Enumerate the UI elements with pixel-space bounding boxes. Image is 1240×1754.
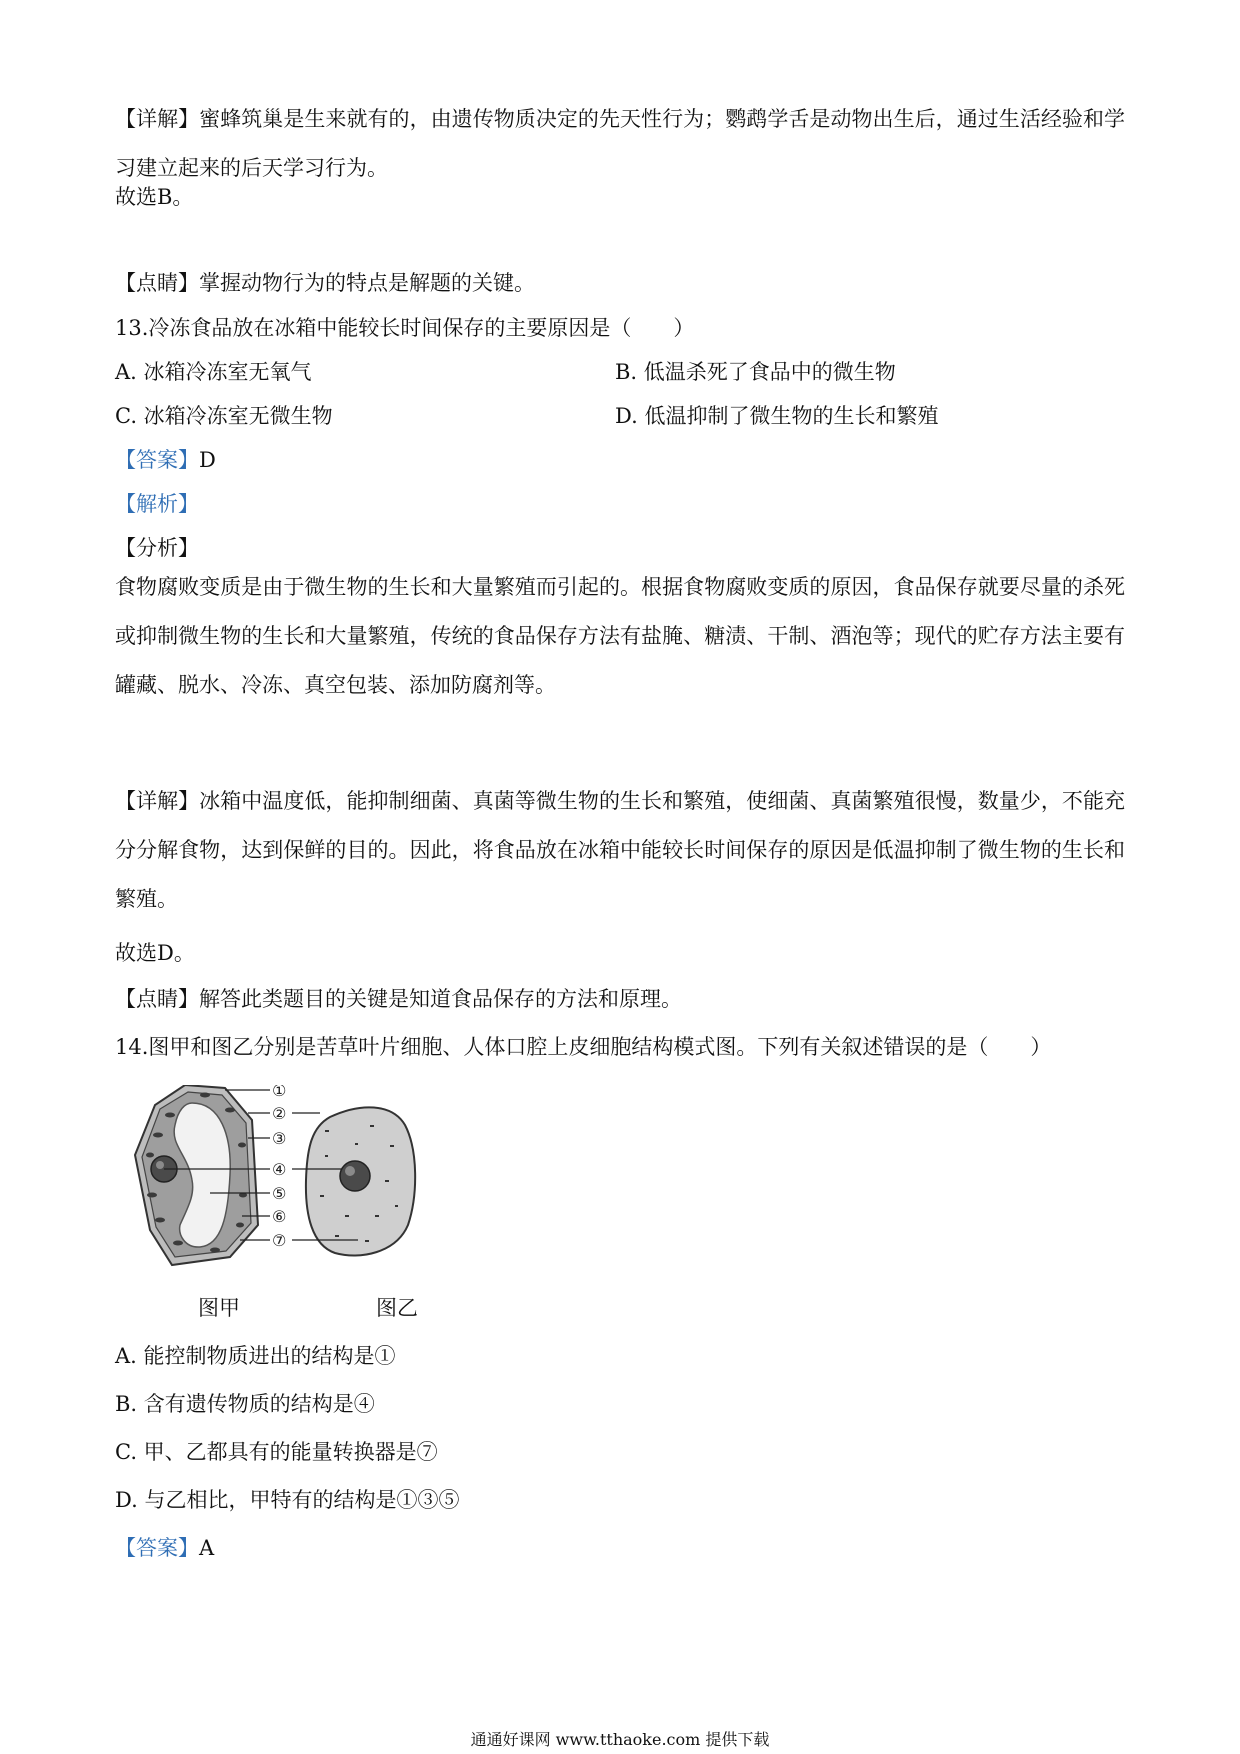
caption-left: 图甲	[198, 1296, 240, 1320]
q14-option-d: D. 与乙相比，甲特有的结构是①③⑤	[115, 1488, 460, 1512]
page-footer[interactable]: 通通好课网 www.tthaoke.com 提供下载	[470, 1730, 770, 1749]
q12-detail-block	[115, 95, 1125, 193]
q13-option-c: C. 冰箱冷冻室无微生物	[115, 404, 333, 428]
q14-answer-value: A	[199, 1536, 215, 1560]
q13-option-a: A. 冰箱冷冻室无氧气	[115, 360, 312, 384]
q12-point: 【点睛】掌握动物行为的特点是解题的关键。	[115, 271, 535, 295]
q13-answer-value: D	[199, 448, 216, 472]
plant-cell	[135, 1085, 258, 1265]
label-6: ⑥	[272, 1207, 287, 1226]
q13-answer-tag: 【答案】	[115, 448, 199, 472]
label-1: ①	[272, 1085, 287, 1100]
q13-answer	[115, 444, 216, 474]
q13-detail-block	[115, 777, 1125, 924]
q14-option-c: C. 甲、乙都具有的能量转换器是⑦	[115, 1440, 438, 1464]
q13-choice: 故选D。	[115, 941, 195, 965]
q14-stem: 14.图甲和图乙分别是苦草叶片细胞、人体口腔上皮细胞结构模式图。下列有关叙述错误的是（ ）	[115, 1035, 1052, 1059]
q13-detail-paragraph: 【详解】冰箱中温度低，能抑制细菌、真菌等微生物的生长和繁殖，使细菌、真菌繁殖很慢，数量少，不能充分分解食物，达到保鲜的目的。因此，将食品放在冰箱中能较长时间保存的原因是低温抑制了微生物的生长和繁殖。	[115, 789, 1125, 911]
label-4: ④	[272, 1160, 287, 1179]
label-2: ②	[272, 1104, 287, 1123]
q14-option-b: B. 含有遗传物质的结构是④	[115, 1392, 375, 1416]
label-3: ③	[272, 1129, 287, 1148]
q14-option-a: A. 能控制物质进出的结构是①	[115, 1344, 396, 1368]
q13-analysis-tag: 【分析】	[115, 536, 199, 560]
q13-analysis-paragraph: 食物腐败变质是由于微生物的生长和大量繁殖而引起的。根据食物腐败变质的原因，食品保存就要尽量的杀死或抑制微生物的生长和大量繁殖，传统的食品保存方法有盐腌、糖渍、干制、酒泡等；现代的贮存方法主要有罐藏、脱水、冷冻、真空包装、添加防腐剂等。	[115, 575, 1125, 697]
q12-detail-paragraph: 【详解】蜜蜂筑巢是生来就有的，由遗传物质决定的先天性行为；鹦鹉学舌是动物出生后，通过生活经验和学习建立起来的后天学习行为。	[115, 107, 1125, 180]
q13-jiexi-tag: 【解析】	[115, 492, 199, 516]
q13-point: 【点睛】解答此类题目的关键是知道食品保存的方法和原理。	[115, 987, 682, 1011]
q14-answer-tag: 【答案】	[115, 1536, 199, 1560]
q13-option-b: B. 低温杀死了食品中的微生物	[615, 360, 896, 384]
animal-cell	[306, 1107, 415, 1255]
q14-answer	[115, 1532, 214, 1562]
caption-right: 图乙	[376, 1296, 418, 1320]
label-5: ⑤	[272, 1184, 287, 1203]
label-7: ⑦	[272, 1231, 287, 1250]
q12-choice: 故选B。	[115, 185, 194, 209]
q13-stem: 13.冷冻食品放在冰箱中能较长时间保存的主要原因是（ ）	[115, 316, 695, 340]
q13-option-d: D. 低温抑制了微生物的生长和繁殖	[615, 404, 939, 428]
q13-analysis-block	[115, 563, 1125, 710]
